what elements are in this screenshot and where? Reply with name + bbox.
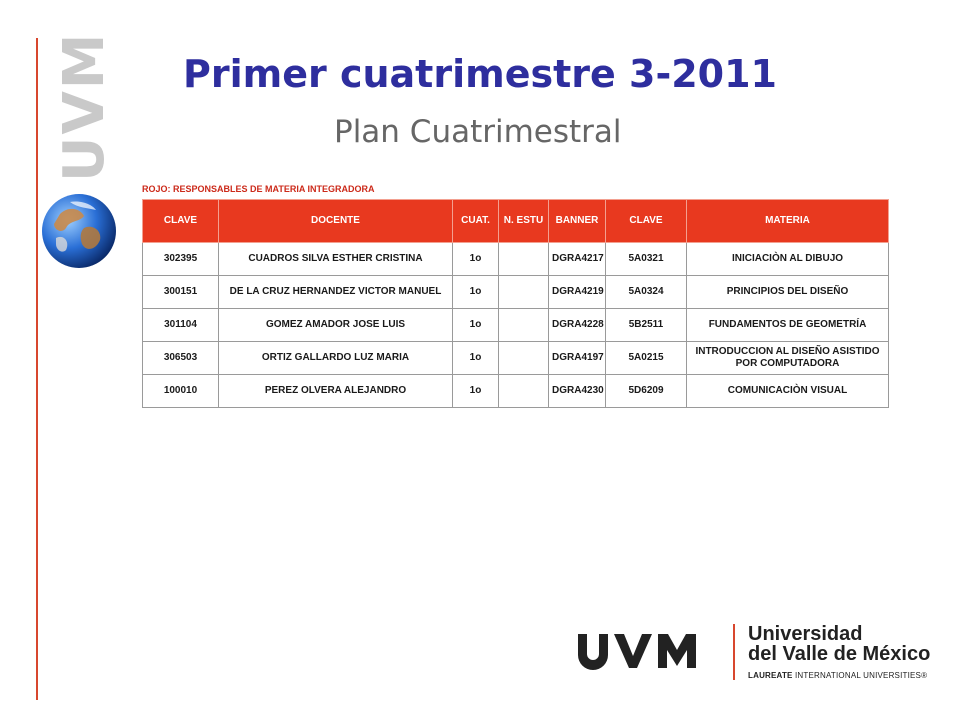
cell-clave: 100010	[143, 375, 219, 408]
cell-banner: DGRA4230	[549, 375, 606, 408]
cell-cuat: 1o	[453, 375, 499, 408]
footer-separator	[733, 624, 735, 680]
side-accent-line	[36, 38, 38, 700]
table-row	[143, 243, 889, 276]
cell-n-estu	[499, 342, 549, 375]
globe-icon	[40, 192, 118, 270]
cell-cuat: 1o	[453, 276, 499, 309]
header-materia: MATERIA	[687, 200, 889, 243]
table-row	[143, 375, 889, 408]
cell-clave: 306503	[143, 342, 219, 375]
table-row	[143, 276, 889, 309]
table-note: ROJO: RESPONSABLES DE MATERIA INTEGRADORA	[142, 184, 375, 194]
cell-clave: 302395	[143, 243, 219, 276]
table-row	[143, 309, 889, 342]
cell-n-estu	[499, 276, 549, 309]
cell-clave-materia: 5A0324	[606, 276, 687, 309]
cell-clave-materia: 5D6209	[606, 375, 687, 408]
cell-n-estu	[499, 309, 549, 342]
cell-cuat: 1o	[453, 243, 499, 276]
university-name-line2: del Valle de México	[748, 643, 931, 665]
cell-clave-materia: 5B2511	[606, 309, 687, 342]
cell-materia: INTRODUCCION AL DISEÑO ASISTIDO POR COMPUTADORA	[687, 342, 889, 375]
cell-cuat: 1o	[453, 309, 499, 342]
cell-docente: CUADROS SILVA ESTHER CRISTINA	[219, 243, 453, 276]
cell-materia: PRINCIPIOS DEL DISEÑO	[687, 276, 889, 309]
cell-banner: DGRA4219	[549, 276, 606, 309]
cell-materia: FUNDAMENTOS DE GEOMETRÍA	[687, 309, 889, 342]
cell-clave: 300151	[143, 276, 219, 309]
cell-docente: ORTIZ GALLARDO LUZ MARIA	[219, 342, 453, 375]
teachers-table	[142, 199, 889, 408]
header-clave-materia: CLAVE	[606, 200, 687, 243]
laureate-bold: LAUREATE	[748, 671, 793, 680]
cell-clave-materia: 5A0215	[606, 342, 687, 375]
cell-banner: DGRA4217	[549, 243, 606, 276]
side-uvm-logo: UVM	[52, 31, 117, 182]
slide-title: Primer cuatrimestre 3-2011	[183, 52, 777, 96]
slide-subtitle: Plan Cuatrimestral	[334, 114, 622, 150]
cell-clave: 301104	[143, 309, 219, 342]
header-docente: DOCENTE	[219, 200, 453, 243]
cell-materia: INICIACIÒN AL DIBUJO	[687, 243, 889, 276]
laureate-tagline	[748, 671, 927, 680]
header-n-estu: N. ESTU	[499, 200, 549, 243]
uvm-footer-logo	[576, 630, 722, 670]
table-row	[143, 342, 889, 375]
cell-clave-materia: 5A0321	[606, 243, 687, 276]
cell-cuat: 1o	[453, 342, 499, 375]
university-name	[748, 624, 930, 664]
cell-n-estu	[499, 243, 549, 276]
cell-docente: DE LA CRUZ HERNANDEZ VICTOR MANUEL	[219, 276, 453, 309]
cell-materia: COMUNICACIÒN VISUAL	[687, 375, 889, 408]
cell-banner: DGRA4228	[549, 309, 606, 342]
cell-docente: GOMEZ AMADOR JOSE LUIS	[219, 309, 453, 342]
university-name-line1: Universidad	[748, 623, 863, 645]
header-banner: BANNER	[549, 200, 606, 243]
laureate-rest: INTERNATIONAL UNIVERSITIES®	[792, 671, 928, 680]
cell-n-estu	[499, 375, 549, 408]
header-cuat: CUAT.	[453, 200, 499, 243]
header-clave: CLAVE	[143, 200, 219, 243]
cell-banner: DGRA4197	[549, 342, 606, 375]
cell-docente: PEREZ OLVERA ALEJANDRO	[219, 375, 453, 408]
table-header-row	[143, 200, 889, 243]
